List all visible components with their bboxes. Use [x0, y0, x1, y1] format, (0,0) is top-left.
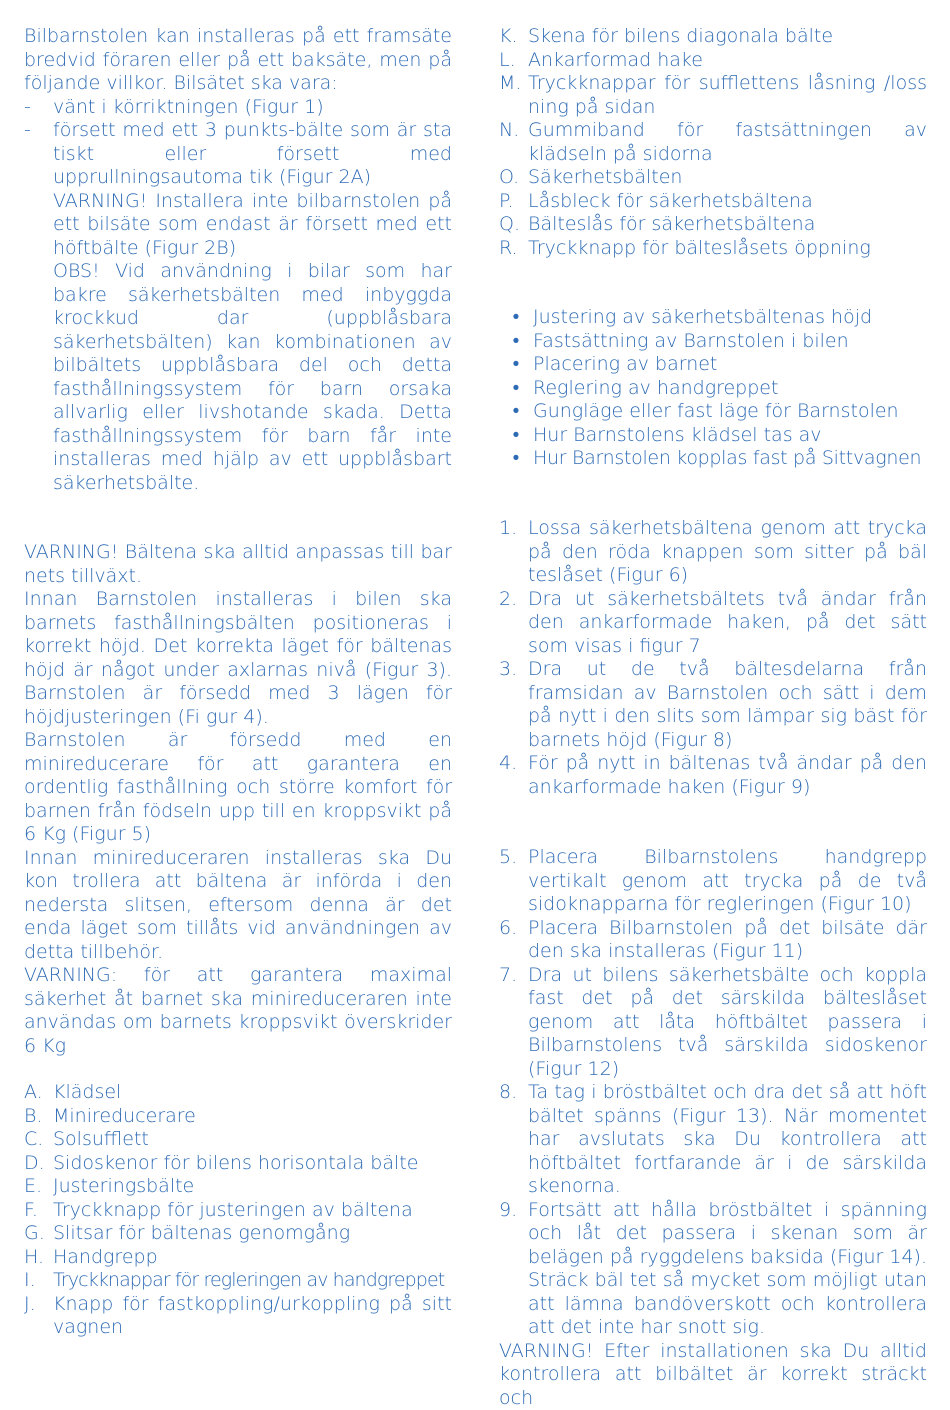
paragraph: Innan Barnstolen installeras i bilen ska barnets fasthållningsbälten positioneras i korrekt höjd. Det korrekta läget för bältenas höjd är något under axlarnas nivå (Figur 3). Barnstolen är försedd med 3 lägen för höjdjusteringen (Fi gur 4). [24, 588, 452, 729]
paragraph: Barnstolen är försedd med en minireducerare för att garantera en ordentlig fasthållning och större komfort för barnen från födseln upp till en kroppsvikt på 6 Kg (Figur 5) [24, 729, 452, 847]
parts-list-left [24, 1081, 452, 1340]
final-warning: VARNING! Efter installationen ska Du alltid kontrollera att bilbältet är korrekt sträckt och [499, 1340, 927, 1410]
paragraph: VARNING! Bältena ska alltid anpassas till bar nets tillväxt. [24, 541, 452, 588]
list-item: I. Tryckknappar för regleringen av handgreppet [24, 1269, 452, 1293]
list-item: • Hur Barnstolen kopplas fast på Sittvagnen [499, 447, 927, 471]
condition-2: försett med ett 3 punkts-bälte som är sta tiskt eller försett med upprullningsautoma tik (Figur 2A) [53, 119, 452, 190]
belts-section [24, 541, 452, 1058]
list-item: B. Minireducerare [24, 1105, 452, 1129]
parts-list-right [499, 25, 927, 260]
list-item: C. Solsufflett [24, 1128, 452, 1152]
contents-bullets [499, 306, 927, 471]
list-item: • Placering av barnet [499, 353, 927, 377]
list-item: N. Gummiband för fastsättningen av klädseln på sidorna [499, 119, 927, 166]
list-item: - försett med ett 3 punkts-bälte som är sta tiskt eller försett med upprullningsautoma tik (Figur 2A) [24, 119, 452, 190]
list-item: • Fastsättning av Barnstolen i bilen [499, 330, 927, 354]
list-item: L. Ankarformad hake [499, 49, 927, 73]
list-item: J. Knapp för fastkoppling/urkoppling på sitt vagnen [24, 1293, 452, 1340]
list-item: P. Låsbleck för säkerhetsbältena [499, 190, 927, 214]
list-item: 8. Ta tag i bröstbältet och dra det så att höft bältet spänns (Figur 13). När momentet har avslutats ska Du kontrollera att höftbältet fortfarande är i de särskilda skenorna. [499, 1081, 927, 1199]
list-item: 3. Dra ut de två bältesdelarna från framsidan av Barnstolen och sätt i dem på nytt i den slits som lämpar sig bäst för barnets höjd (Figur 8) [499, 658, 927, 752]
list-item: 9. Fortsätt att hålla bröstbältet i spänning och låt det passera i skenan som är belägen på ryggdelens baksida (Figur 14). Sträck bäl tet så mycket som möjligt utan att lämna bandöverskott och kontrollera att det inte har snott sig. [499, 1199, 927, 1340]
list-item: G. Slitsar för bältenas genomgång [24, 1222, 452, 1246]
list-item: K. Skena för bilens diagonala bälte [499, 25, 927, 49]
condition-1: vänt i körriktningen (Figur 1) [53, 96, 452, 120]
paragraph: VARNING: för att garantera maximal säkerhet åt barnet ska minireduceraren inte användas om barnets kroppsvikt överskrider 6 Kg [24, 964, 452, 1058]
list-item: 1. Lossa säkerhetsbältena genom att trycka på den röda knappen som sitter på bäl teslåset (Figur 6) [499, 517, 927, 588]
list-item: - vänt i körriktningen (Figur 1) [24, 96, 452, 120]
list-item: 7. Dra ut bilens säkerhetsbälte och koppla fast det på det särskilda bälteslåset genom att låta höftbältet passera i Bilbarnstolens två särskilda sidoskenor (Figur 12) [499, 964, 927, 1082]
list-item: 4. För på nytt in bältenas två ändar på den ankarformade haken (Figur 9) [499, 752, 927, 799]
list-item: A. Klädsel [24, 1081, 452, 1105]
intro-section [24, 25, 452, 495]
steps-adjust-belts [499, 517, 927, 799]
list-item: O. Säkerhetsbälten [499, 166, 927, 190]
list-item: M. Tryckknappar för sufflettens låsning /loss ning på sidan [499, 72, 927, 119]
paragraph: Innan minireduceraren installeras ska Du kon trollera att bältena är införda i den nedersta slitsen, eftersom denna är det enda läget som tillåts vid användningen av detta tillbehör. [24, 847, 452, 965]
list-item: Q. Bälteslås för säkerhetsbältena [499, 213, 927, 237]
intro-lead: Bilbarnstolen kan installeras på ett framsäte bredvid föraren eller på ett baksäte, men på följande villkor. Bilsätet ska vara: [24, 25, 452, 96]
list-item: 2. Dra ut säkerhetsbältets två ändar från den ankarformade haken, på det sätt som visas i figur 7 [499, 588, 927, 659]
list-item: • Reglering av handgreppet [499, 377, 927, 401]
list-item: E. Justeringsbälte [24, 1175, 452, 1199]
list-item: F. Tryckknapp för justeringen av bältena [24, 1199, 452, 1223]
list-item: R. Tryckknapp för bälteslåsets öppning [499, 237, 927, 261]
steps-install [499, 846, 927, 1410]
list-item: D. Sidoskenor för bilens horisontala bälte [24, 1152, 452, 1176]
list-item: 6. Placera Bilbarnstolen på det bilsäte där den ska installeras (Figur 11) [499, 917, 927, 964]
list-item: • Justering av säkerhetsbältenas höjd [499, 306, 927, 330]
warning-text: VARNING! Installera inte bilbarnstolen på ett bilsäte som endast är försett med ett höftbälte (Figur 2B) [24, 190, 452, 261]
list-item: 5. Placera Bilbarnstolens handgrepp vertikalt genom att trycka på de två sidoknapparna för regleringen (Figur 10) [499, 846, 927, 917]
list-item: • Gungläge eller fast läge för Barnstolen [499, 400, 927, 424]
note-text: OBS! Vid användning i bilar som har bakre säkerhetsbälten med inbyggda krockkud dar (uppblåsbara säkerhetsbälten) kan kombinationen av bilbältets uppblåsbara del och detta fasthållningssystem för barn orsaka allvarlig eller livshotande skada. Detta fasthållningssystem för barn får inte installeras med hjälp av ett uppblåsbart säkerhetsbälte. [24, 260, 452, 495]
list-item: H. Handgrepp [24, 1246, 452, 1270]
list-item: • Hur Barnstolens klädsel tas av [499, 424, 927, 448]
